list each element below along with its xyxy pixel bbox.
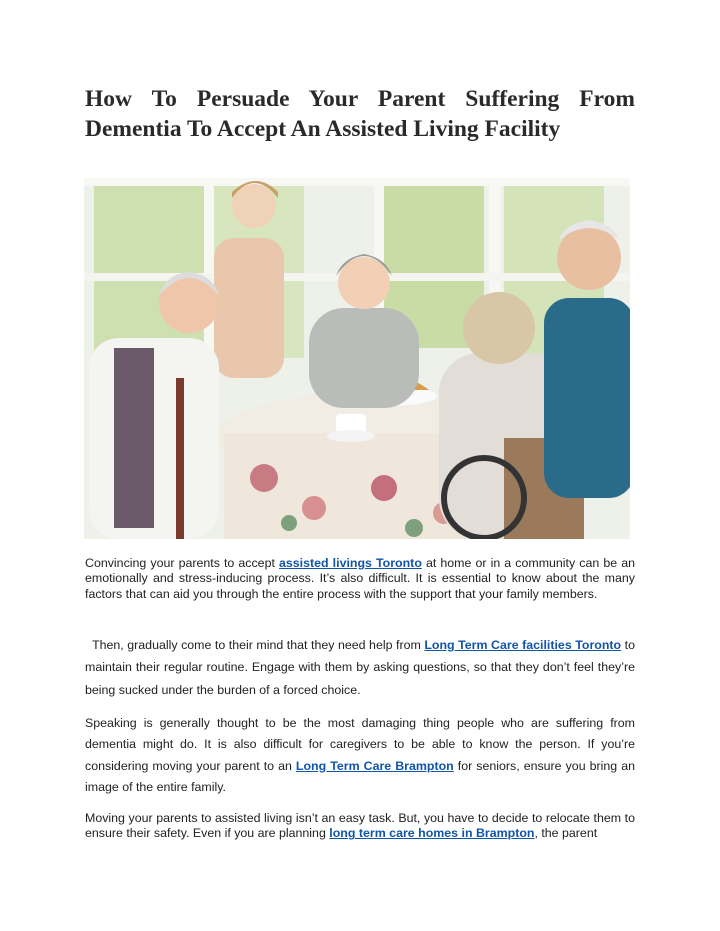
paragraph-3-text-start: Speaking is generally thought to be the most damaging thing people who are suffering from dementia might do. It is also difficult for caregivers to be able to know the person. If you’re considering moving your parent to an [85, 716, 635, 773]
paragraph-3 [85, 713, 635, 798]
paragraph-4-text-end: , the parent [534, 826, 598, 841]
paragraph-1-text-end: at home or in a community can be an emotionally and stress-inducing process. It’s also difficult. It is essential to know about the many factors that can aid you through the entire process with the support that your family members. [85, 556, 635, 601]
page-title: How To Persuade Your Parent Suffering From Dementia To Accept An Assisted Living Facility [85, 86, 635, 142]
hero-photo [84, 178, 630, 539]
link-long-term-care-homes-brampton[interactable]: long term care homes in Brampton [329, 826, 535, 841]
paragraph-4 [85, 811, 635, 842]
paragraph-2-text-end: to maintain their regular routine. Engage with them by asking questions, so that they don’t feel they’re being sucked under the burden of a forced choice. [85, 638, 635, 697]
link-long-term-care-brampton[interactable]: Long Term Care Brampton [295, 758, 454, 773]
seniors-at-table-illustration [84, 178, 630, 539]
paragraph-1-text-start: Convincing your parents to accept [85, 556, 279, 570]
link-long-term-care-facilities-toronto[interactable]: Long Term Care facilities Toronto [424, 638, 622, 652]
paragraph-2 [85, 634, 635, 701]
paragraph-2-text-start: Then, gradually come to their mind that they need help from [92, 638, 425, 652]
link-assisted-livings-toronto[interactable]: assisted livings Toronto [279, 556, 422, 570]
paragraph-4-text-start: Moving your parents to assisted living isn’t an easy task. But, you have to decide to relocate them to ensure their safety. Even if you are planning [85, 811, 635, 841]
paragraph-1 [85, 556, 635, 602]
paragraph-3-text-end: for seniors, ensure you bring an image of the entire family. [85, 758, 636, 794]
